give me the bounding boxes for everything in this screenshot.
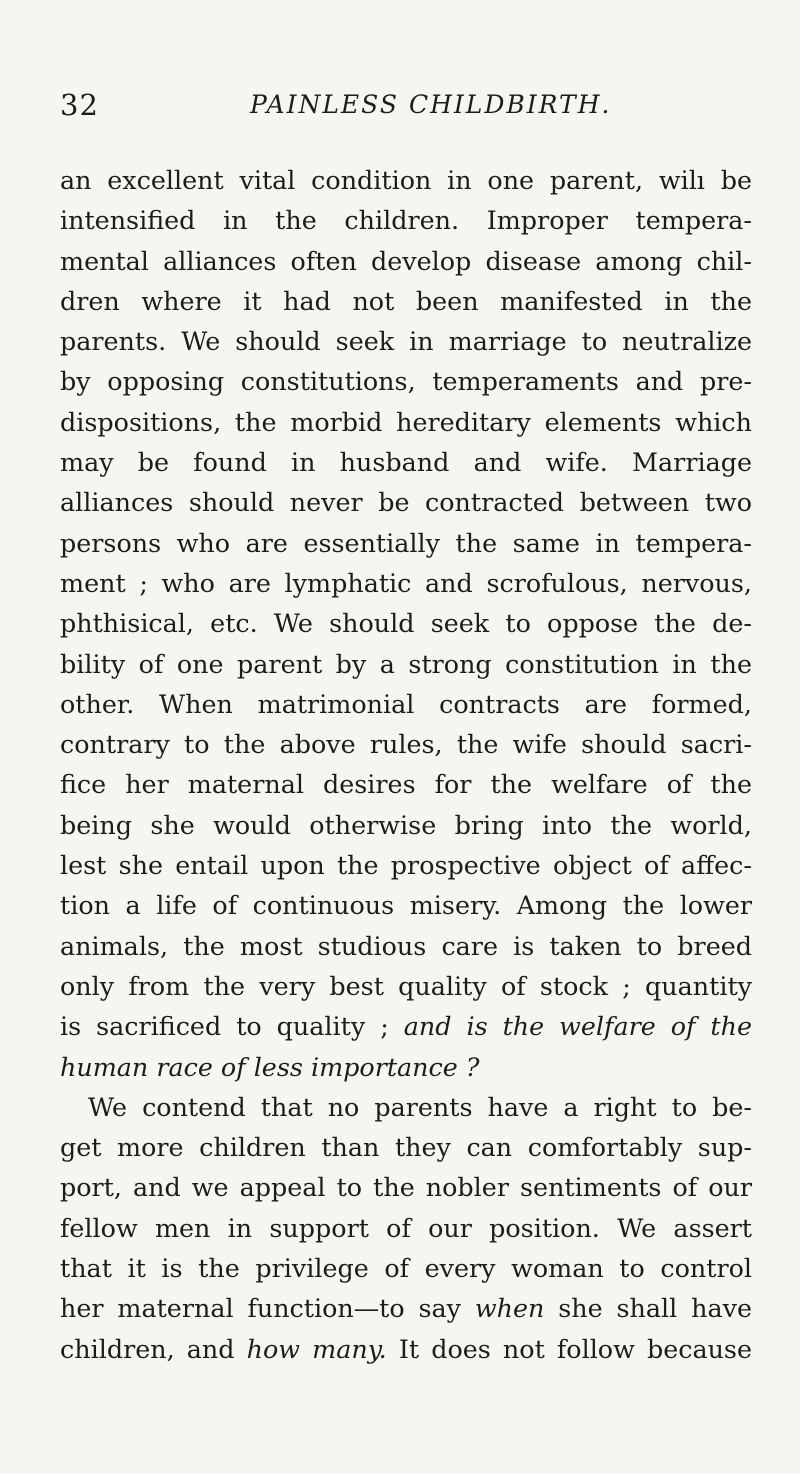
text-line — [60, 684, 752, 724]
line-text: dren where it had not been manifested in the — [60, 285, 752, 316]
line-text: ment ; who are lymphatic and scrofulous, nervous, — [60, 567, 752, 598]
line-text: fellow men in support of our position. We assert — [60, 1212, 752, 1243]
text-line — [60, 966, 752, 1006]
line-text: port, and we appeal to the nobler sentiments of our — [60, 1172, 752, 1203]
text-line — [60, 1006, 752, 1046]
line-text: her maternal function—to say — [60, 1293, 475, 1324]
text-line — [60, 1329, 752, 1369]
text-line — [60, 1167, 752, 1207]
line-text: bility of one parent by a strong constitution in the — [60, 648, 752, 679]
text-line — [60, 523, 752, 563]
text-line — [60, 926, 752, 966]
line-text: animals, the most studious care is taken to breed — [60, 930, 752, 961]
line-text: parents. We should seek in marriage to neutralize — [60, 326, 752, 357]
text-line — [60, 281, 752, 321]
line-text: children, and — [60, 1333, 247, 1364]
body-text — [60, 160, 752, 1369]
line-text: lest she entail upon the prospective object of affec- — [60, 850, 752, 881]
text-line — [60, 241, 752, 281]
line-text: fice her maternal desires for the welfare of the — [60, 769, 752, 800]
line-text: she shall have — [544, 1293, 753, 1324]
running-title: PAINLESS CHILDBIRTH. — [250, 90, 612, 119]
text-line — [60, 603, 752, 643]
line-text: an excellent vital condition in one parent, wilı be — [60, 165, 752, 195]
line-text: alliances should never be contracted between two — [60, 487, 752, 518]
text-line — [60, 885, 752, 925]
line-text: tion a life of continuous misery. Among the lower — [60, 890, 752, 921]
line-text: only from the very best quality of stock ; quantity — [60, 970, 752, 1001]
page-header — [60, 88, 740, 128]
line-text: We contend that no parents have a right to be- — [88, 1091, 752, 1122]
text-line — [60, 563, 752, 603]
italic-text: human race of less importance ? — [60, 1051, 480, 1082]
text-line — [60, 1288, 752, 1328]
text-line — [60, 160, 752, 200]
text-line — [60, 1087, 752, 1127]
line-text: is sacrificed to quality ; — [60, 1011, 404, 1042]
text-line — [60, 1208, 752, 1248]
text-line — [60, 845, 752, 885]
line-text: by opposing constitutions, temperaments and pre- — [60, 366, 752, 397]
line-text: being she would otherwise bring into the world, — [60, 809, 752, 840]
line-text: mental alliances often develop disease among chil- — [60, 245, 752, 276]
line-text: may be found in husband and wife. Marriage — [60, 447, 752, 478]
line-text: persons who are essentially the same in tempera- — [60, 527, 752, 558]
text-line — [60, 1248, 752, 1288]
text-line — [60, 1047, 752, 1087]
line-text: that it is the privilege of every woman to control — [60, 1253, 752, 1284]
line-text: contrary to the above rules, the wife should sacri- — [60, 729, 752, 760]
text-line — [60, 764, 752, 804]
line-text: intensified in the children. Improper tempera- — [60, 205, 752, 236]
line-text: dispositions, the morbid hereditary elements which — [60, 406, 752, 437]
text-line — [60, 482, 752, 522]
line-text: other. When matrimonial contracts are formed, — [60, 688, 752, 719]
text-line — [60, 724, 752, 764]
line-text: phthisical, etc. We should seek to oppose the de- — [60, 608, 752, 639]
text-line — [60, 402, 752, 442]
line-text: get more children than they can comfortably sup- — [60, 1132, 752, 1163]
text-line — [60, 805, 752, 845]
italic-text: when — [474, 1293, 545, 1324]
page-number: 32 — [60, 88, 99, 122]
text-line — [60, 442, 752, 482]
text-line — [60, 200, 752, 240]
text-line — [60, 644, 752, 684]
text-line — [60, 361, 752, 401]
text-line — [60, 1127, 752, 1167]
italic-text: and is the welfare of the — [403, 1011, 752, 1042]
text-line — [60, 321, 752, 361]
italic-text: how many. — [246, 1333, 387, 1364]
line-text: It does not follow because — [386, 1333, 752, 1364]
